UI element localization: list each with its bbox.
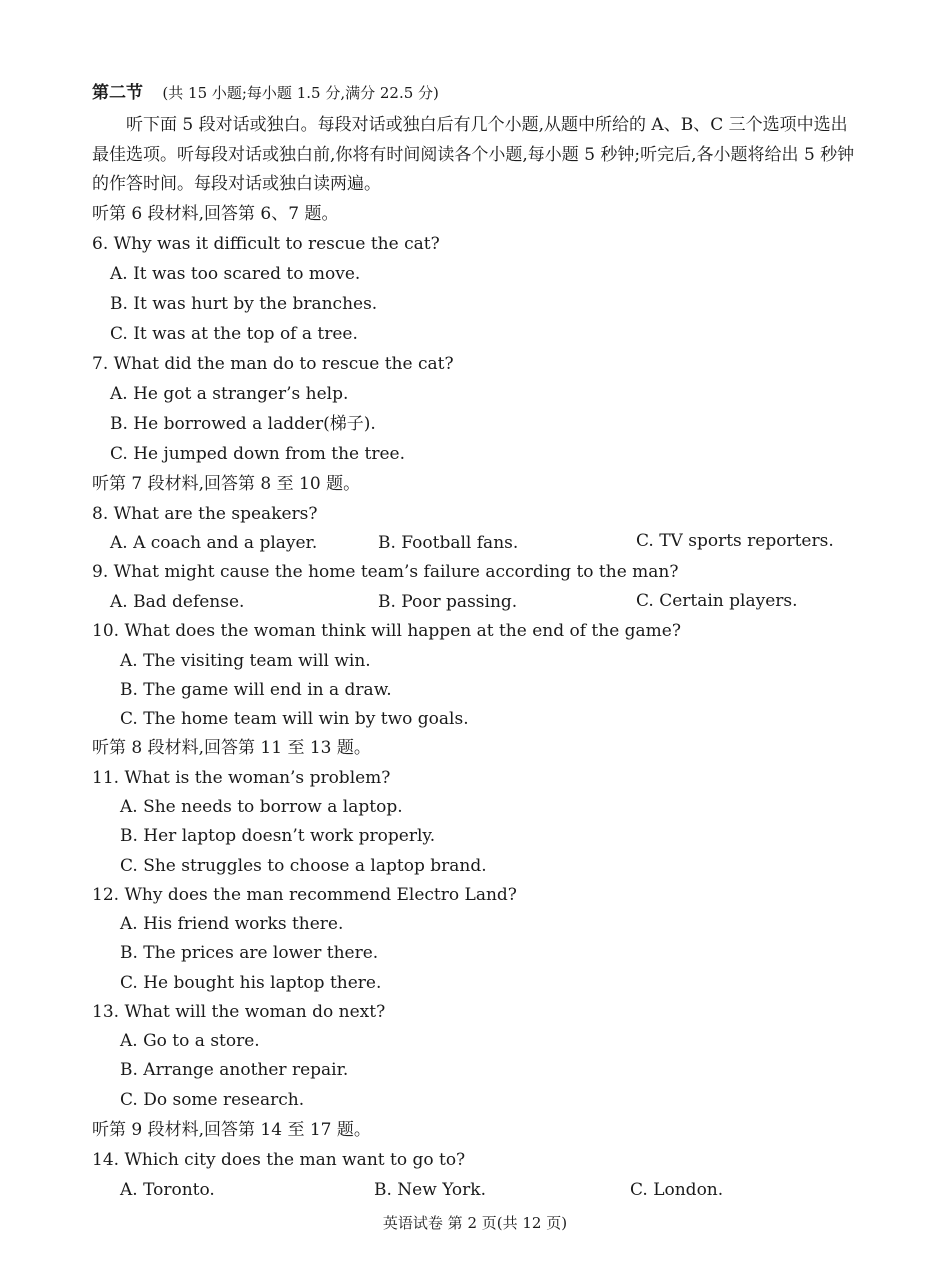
question-6-option-a: A. It was too scared to move. [110, 264, 361, 284]
question-10-option-c: C. The home team will win by two goals. [120, 709, 469, 729]
passage-instruction-8: 听第 8 段材料,回答第 11 至 13 题。 [92, 738, 371, 758]
question-11-option-b: B. Her laptop doesn’t work properly. [120, 826, 436, 846]
question-8-option-a: A. A coach and a player. [110, 533, 318, 553]
question-9-option-c: C. Certain players. [636, 591, 798, 611]
section-title: 第二节 [92, 83, 143, 103]
question-12-option-b: B. The prices are lower there. [120, 943, 379, 963]
section-heading [92, 82, 439, 104]
section-note: (共 15 小题;每小题 1.5 分,满分 22.5 分) [162, 84, 439, 102]
question-13: 13. What will the woman do next? [92, 1002, 386, 1022]
question-14-option-b: B. New York. [374, 1180, 487, 1200]
question-14-option-c: C. London. [630, 1180, 724, 1200]
question-6: 6. Why was it difficult to rescue the cat? [92, 234, 440, 254]
question-8-option-c: C. TV sports reporters. [636, 531, 834, 551]
question-8-option-b: B. Football fans. [378, 533, 519, 553]
section-instructions: 听下面 5 段对话或独白。每段对话或独白后有几个小题,从题中所给的 A、B、C 三个选项中选出最佳选项。听每段对话或独白前,你将有时间阅读各个小题,每小题 5 秒钟;听完后,各小题将给出 5 秒钟的作答时间。每段对话或独白读两遍。 [92, 115, 855, 194]
passage-instruction-7: 听第 7 段材料,回答第 8 至 10 题。 [92, 474, 361, 494]
question-8: 8. What are the speakers? [92, 504, 318, 524]
page-footer: 英语试卷 第 2 页(共 12 页) [382, 1214, 568, 1232]
question-6-option-b: B. It was hurt by the branches. [110, 294, 378, 314]
question-11-option-c: C. She struggles to choose a laptop brand. [120, 856, 487, 876]
question-12: 12. Why does the man recommend Electro Land? [92, 885, 517, 905]
passage-instruction-6: 听第 6 段材料,回答第 6、7 题。 [92, 204, 339, 224]
question-7: 7. What did the man do to rescue the cat? [92, 354, 454, 374]
question-11: 11. What is the woman’s problem? [92, 768, 391, 788]
question-13-option-a: A. Go to a store. [120, 1031, 260, 1051]
question-10-option-a: A. The visiting team will win. [120, 651, 371, 671]
question-9-option-a: A. Bad defense. [110, 592, 245, 612]
question-7-option-b: B. He borrowed a ladder(梯子). [110, 414, 376, 434]
question-7-option-a: A. He got a stranger’s help. [110, 384, 349, 404]
question-13-option-c: C. Do some research. [120, 1090, 305, 1110]
question-9: 9. What might cause the home team’s failure according to the man? [92, 562, 679, 582]
question-12-option-a: A. His friend works there. [120, 914, 344, 934]
question-12-option-c: C. He bought his laptop there. [120, 973, 382, 993]
question-7-option-c: C. He jumped down from the tree. [110, 444, 405, 464]
passage-instruction-9: 听第 9 段材料,回答第 14 至 17 题。 [92, 1120, 371, 1140]
question-10: 10. What does the woman think will happen at the end of the game? [92, 621, 681, 641]
question-14-option-a: A. Toronto. [120, 1180, 215, 1200]
question-9-option-b: B. Poor passing. [378, 592, 518, 612]
question-6-option-c: C. It was at the top of a tree. [110, 324, 358, 344]
question-14: 14. Which city does the man want to go to? [92, 1150, 466, 1170]
question-10-option-b: B. The game will end in a draw. [120, 680, 392, 700]
question-11-option-a: A. She needs to borrow a laptop. [120, 797, 403, 817]
question-13-option-b: B. Arrange another repair. [120, 1060, 349, 1080]
